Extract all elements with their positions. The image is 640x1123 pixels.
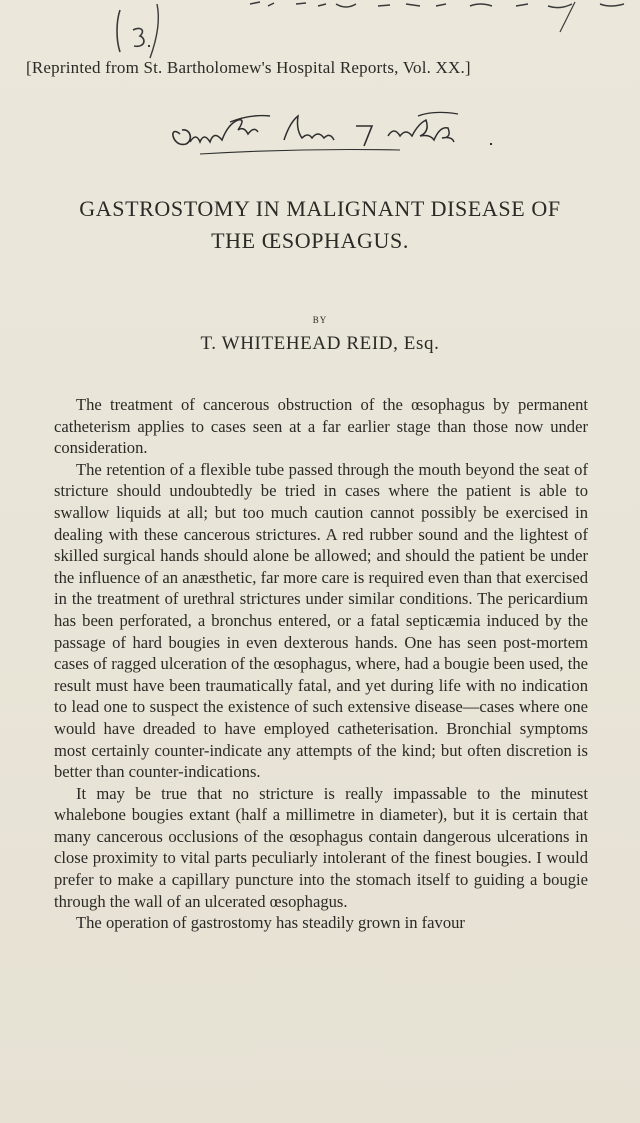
ink-marks-top bbox=[0, 0, 640, 60]
document-title-line-1: GASTROSTOMY IN MALIGNANT DISEASE OF bbox=[79, 196, 561, 221]
paragraph: It may be true that no stricture is really impassable to the minutest whalebone bougies extant (half a millimetre in diameter), but it is certain that many cancerous occlusions of the œsophagus contain dangerous ulcerations in close proximity to vital parts peculiarly intolerant of the finest bougies. I would prefer to make a capillary puncture into the stomach itself to guiding a bougie through the wall of an ulcerated œsophagus. bbox=[54, 783, 588, 911]
handwritten-inscription bbox=[160, 104, 500, 164]
paragraph: The retention of a flexible tube passed through the mouth beyond the seat of stricture should undoubtedly be tried in cases where the patient is able to swallow liquids at all; but too much caution cannot possibly be exercised in dealing with these cancerous strictures. A red rubber sound and the lightest of skilled surgical hands should alone be allowed; and should the patient be under the influence of an anæsthetic, far more care is required even than that exercised in the treatment of urethral strictures under similar conditions. The pericardium has been perforated, a bronchus entered, or a fatal septicæmia induced by the passage of hard bougies in even dexterous hands. One has seen post-mortem cases of ragged ulceration of the œsophagus, where, had a bougie been used, the result must have been traumatically fatal, and yet during life with no indication to lead one to suspect the existence of such extensive disease—cases where one would have dreaded to have employed catheterisation. Bronchial symptoms most certainly counter-indicate any attempts of the kind; but often discretion is better than counter-indications. bbox=[54, 459, 588, 782]
reprint-note: [Reprinted from St. Bartholomew's Hospital Reports, Vol. XX.] bbox=[26, 58, 471, 77]
paragraph: The operation of gastrostomy has steadily grown in favour bbox=[76, 913, 465, 933]
author-name: T. WHITEHEAD REID, Esq. bbox=[200, 333, 440, 354]
article-body bbox=[54, 394, 588, 934]
document-title-line-2: THE ŒSOPHAGUS. bbox=[211, 228, 409, 253]
paragraph: The treatment of cancerous obstruction of the œsophagus by permanent catheterism applies to cases seen at a far earlier stage than those now under consideration. bbox=[54, 395, 588, 458]
byline-by: BY bbox=[312, 315, 328, 325]
